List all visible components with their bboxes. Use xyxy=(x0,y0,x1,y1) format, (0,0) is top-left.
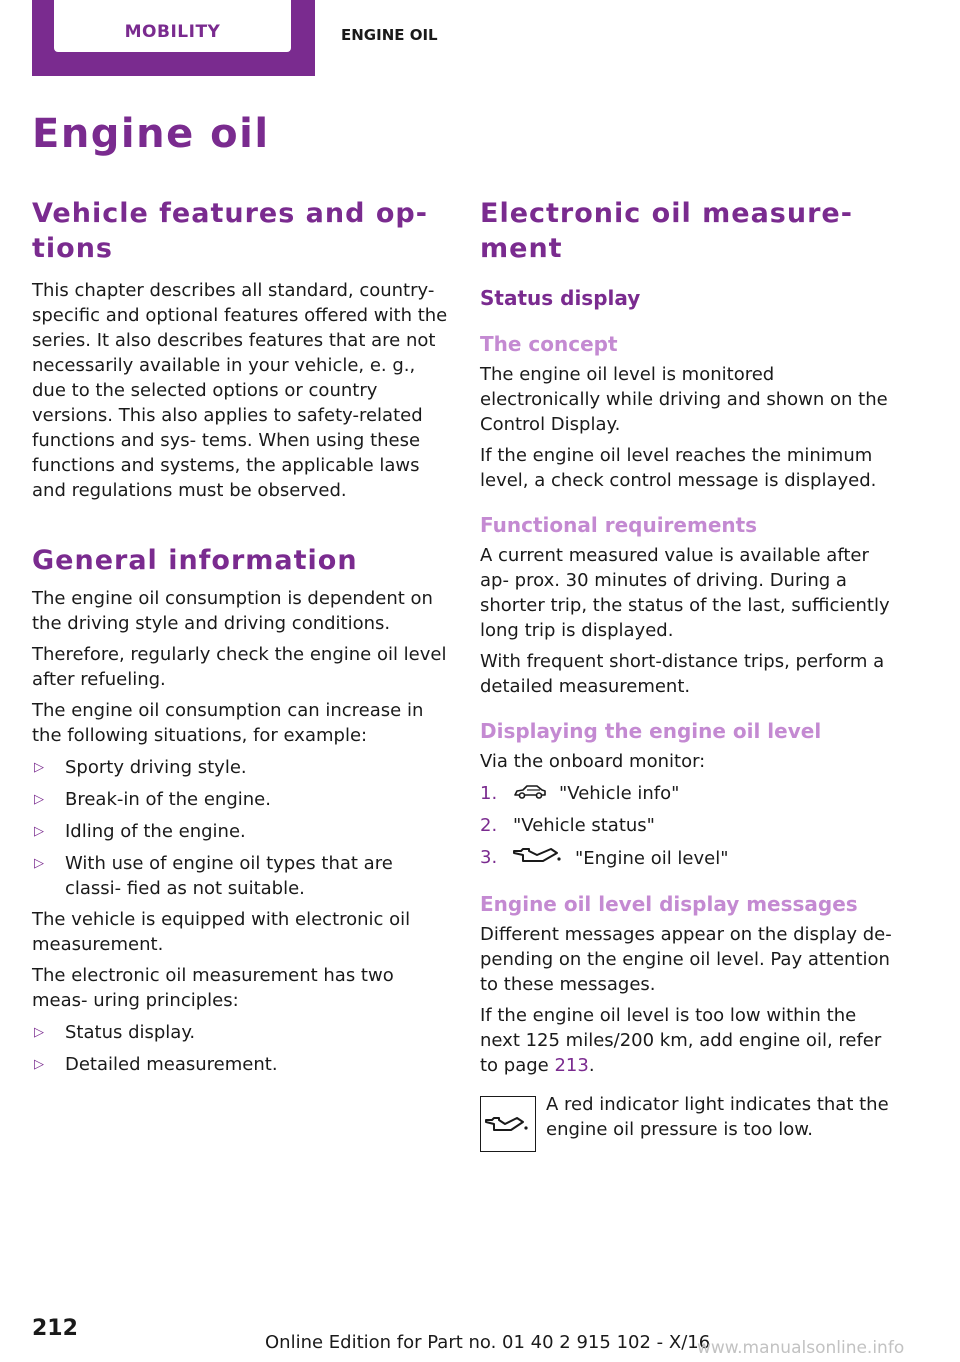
principles-list xyxy=(32,1020,452,1077)
page-title: Engine oil xyxy=(32,111,270,157)
oil-can-icon xyxy=(513,845,563,872)
step-number: 2. xyxy=(480,815,498,836)
warning-text: A red indicator light indicates that the engine oil pressure is too low. xyxy=(546,1094,889,1140)
bullet-triangle-icon: ▷ xyxy=(34,824,44,839)
display-intro: Via the onboard monitor: xyxy=(480,751,706,772)
chapter-tab xyxy=(32,0,315,76)
step-number: 3. xyxy=(480,847,498,868)
watermark: www.manualsonline.info xyxy=(697,1338,905,1358)
functional-requirements-heading: Functional requirements xyxy=(480,513,758,537)
list-item: ▷ Detailed measurement. xyxy=(34,1054,278,1075)
page-number: 212 xyxy=(32,1316,78,1341)
general-paragraph-4: The vehicle is equipped with electronic oil measurement. xyxy=(32,909,411,955)
general-paragraph-2: Therefore, regularly check the engine oil level after refueling. xyxy=(32,644,447,690)
general-information-heading: General information xyxy=(32,545,358,576)
concept-heading: The concept xyxy=(480,332,618,356)
bullet-triangle-icon: ▷ xyxy=(34,856,44,871)
list-item: ▷ Sporty driving style. xyxy=(34,757,247,778)
vehicle-features-heading: Vehicle features and op‐ tions xyxy=(32,198,428,264)
step-text: "Vehicle status" xyxy=(513,815,655,836)
edition-footer: Online Edition for Part no. 01 40 2 915 102 - X/16 xyxy=(265,1332,711,1353)
list-item: ▷ With use of engine oil types that are classi‐ fied as not suitable. xyxy=(34,853,393,899)
list-item: ▷ Status display. xyxy=(34,1022,196,1043)
chapter-tab-inner xyxy=(54,0,291,52)
electronic-oil-heading: Electronic oil measure‐ ment xyxy=(480,198,853,264)
concept-paragraph-2: If the engine oil level reaches the minimum level, a check control message is displayed. xyxy=(480,445,877,491)
right-column xyxy=(480,196,900,1148)
warning-note xyxy=(480,1092,900,1148)
list-item xyxy=(480,813,900,838)
situations-list xyxy=(32,755,452,901)
status-display-heading: Status display xyxy=(480,286,641,310)
displaying-level-heading: Displaying the engine oil level xyxy=(480,719,822,743)
page-reference-link[interactable]: 213 xyxy=(554,1055,589,1076)
functional-paragraph-1: A current measured value is available after ap‐ prox. 30 minutes of driving. During a shorter trip, the status of the last, sufficiently long trip is displayed. xyxy=(480,545,890,641)
bullet-triangle-icon: ▷ xyxy=(34,760,44,775)
list-item xyxy=(480,845,900,872)
step-text: "Engine oil level" xyxy=(575,848,729,869)
chapter-tab-label: MOBILITY xyxy=(124,22,221,42)
oil-pressure-icon xyxy=(480,1096,536,1152)
functional-paragraph-2: With frequent short-distance trips, perform a detailed measurement. xyxy=(480,651,885,697)
bullet-triangle-icon: ▷ xyxy=(34,1025,44,1040)
steps-list xyxy=(480,781,900,872)
list-item: ▷ Break-in of the engine. xyxy=(34,789,271,810)
section-label: ENGINE OIL xyxy=(341,26,438,44)
general-paragraph-1: The engine oil consumption is dependent on the driving style and driving conditions. xyxy=(32,588,433,634)
messages-heading: Engine oil level display messages xyxy=(480,892,858,916)
general-paragraph-5: The electronic oil measurement has two meas‐ uring principles: xyxy=(32,965,394,1011)
step-text: "Vehicle info" xyxy=(559,783,680,804)
list-item: ▷ Idling of the engine. xyxy=(34,821,246,842)
bullet-triangle-icon: ▷ xyxy=(34,792,44,807)
list-item xyxy=(480,781,900,806)
step-number: 1. xyxy=(480,783,498,804)
bullet-triangle-icon: ▷ xyxy=(34,1057,44,1072)
car-icon xyxy=(513,781,547,806)
left-column xyxy=(32,196,452,1077)
general-paragraph-3: The engine oil consumption can increase in the following situations, for example: xyxy=(32,700,424,746)
concept-paragraph-1: The engine oil level is monitored electronically while driving and shown on the Control Display. xyxy=(480,364,888,435)
vehicle-features-body: This chapter describes all standard, country-specific and optional features offered with the series. It also describes features that are not necessarily available in your vehicle, e. g., due to the selected options or country versions. This also applies to safety-related functions and sys‐ tems. When using these functions and systems, the applicable laws and regulations must be observed. xyxy=(32,280,448,501)
messages-paragraph-1: Different messages appear on the display de‐ pending on the engine oil level. Pay attention to these messages. xyxy=(480,924,892,995)
messages-paragraph-2: If the engine oil level is too low within the next 125 miles/200 km, add engine oil, refer to page 213. xyxy=(480,1005,882,1076)
